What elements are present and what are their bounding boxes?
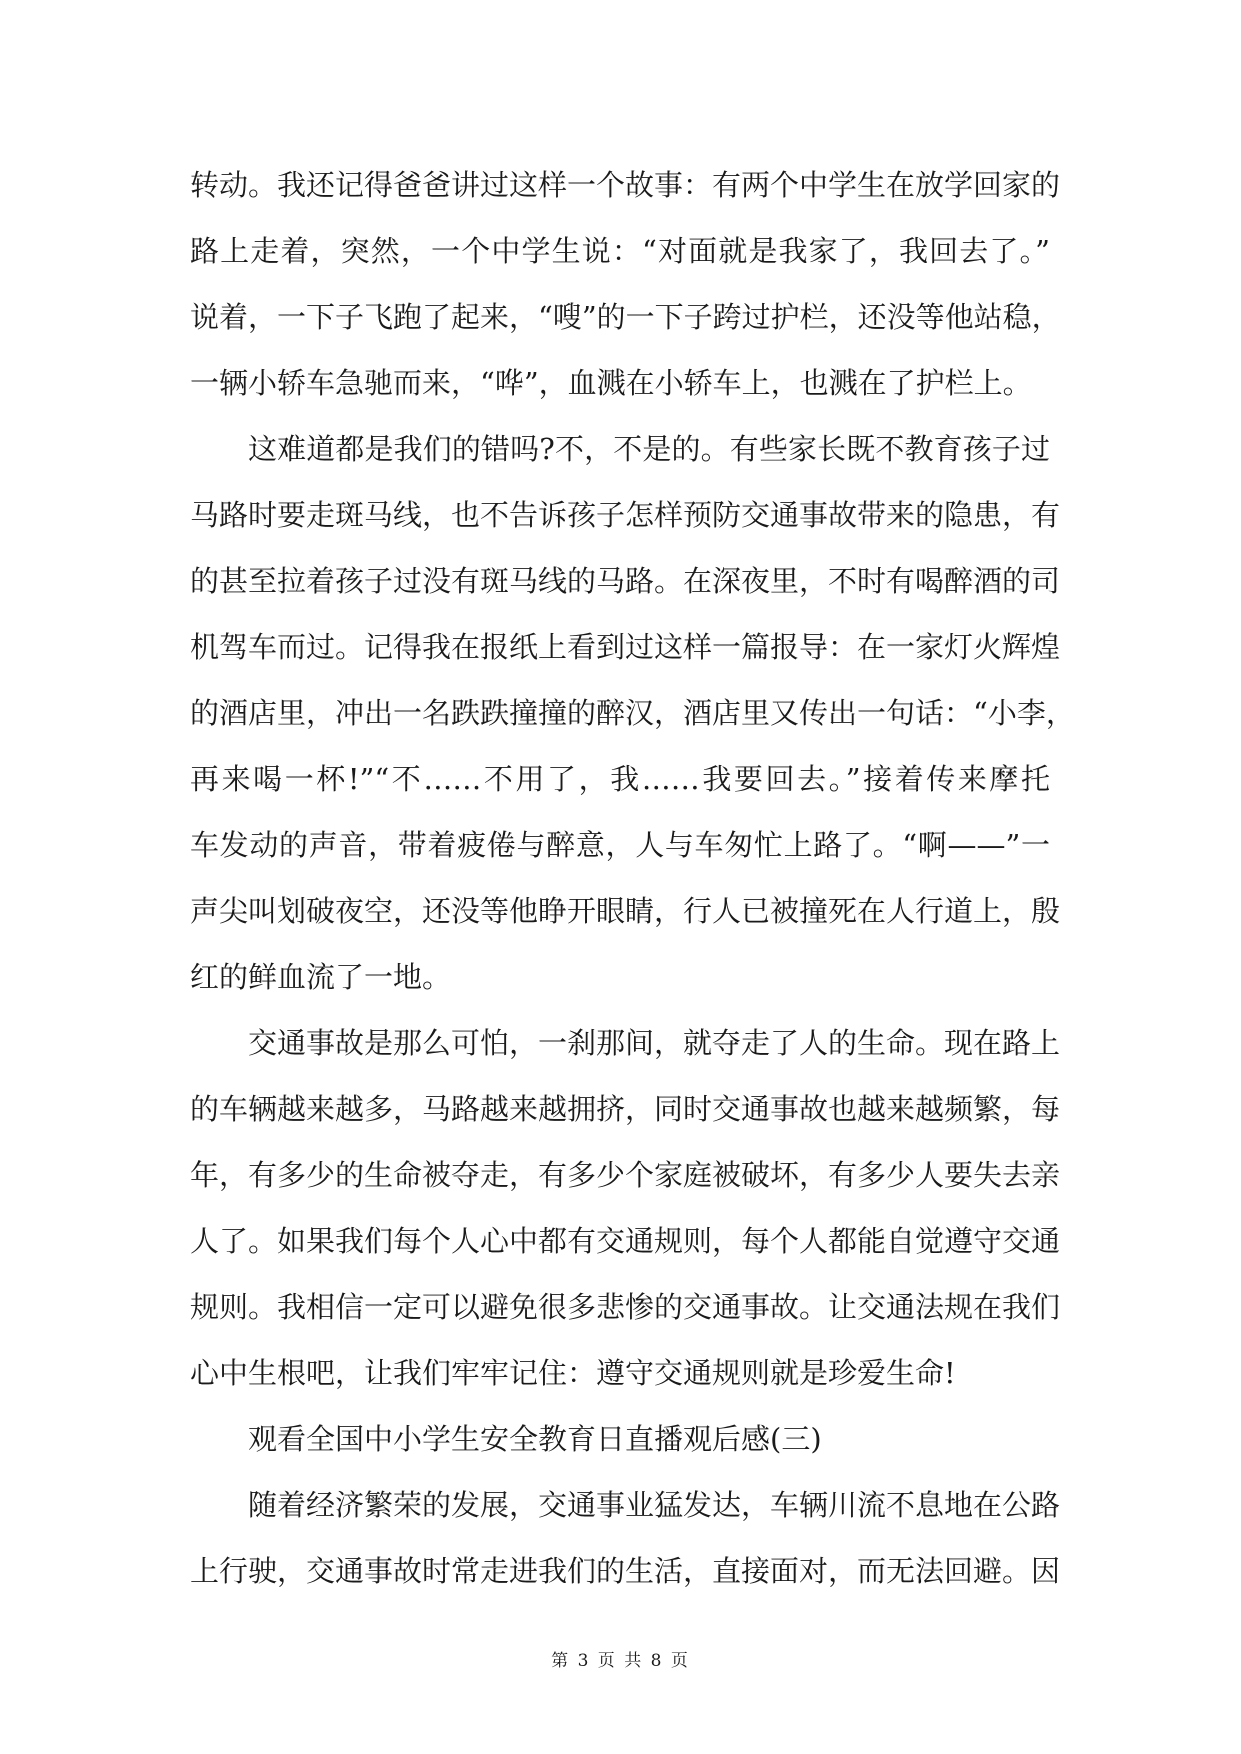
text-line: 再来喝一杯!”“不……不用了，我……我要回去。”接着传来摩托 [190,762,1050,796]
text-line: 转动。我还记得爸爸讲过这样一个故事：有两个中学生在放学回家的 [190,168,1061,202]
text-line: 的甚至拉着孩子过没有斑马线的马路。在深夜里，不时有喝醉酒的司 [190,564,1061,598]
page-body [190,152,1075,1604]
text-line: 说着，一下子飞跑了起来，“嗖”的一下子跨过护栏，还没等他站稳， [190,300,1061,334]
text-line: 红的鲜血流了一地。 [190,960,452,994]
text-line: 年，有多少的生命被夺走，有多少个家庭被破坏，有多少人要失去亲 [190,1158,1061,1192]
text-line: 交通事故是那么可怕，一刹那间，就夺走了人的生命。现在路上 [248,1026,1061,1060]
text-line: 马路时要走斑马线，也不告诉孩子怎样预防交通事故带来的隐患，有 [190,498,1061,532]
text-line: 路上走着，突然，一个中学生说：“对面就是我家了，我回去了。” [190,234,1050,268]
text-line: 的酒店里，冲出一名跌跌撞撞的醉汉，酒店里又传出一句话：“小李， [190,696,1075,730]
text-line: 车发动的声音，带着疲倦与醉意，人与车匆忙上路了。“啊——”一 [190,828,1050,862]
text-line: 规则。我相信一定可以避免很多悲惨的交通事故。让交通法规在我们 [190,1290,1061,1324]
text-line: 这难道都是我们的错吗?不，不是的。有些家长既不教育孩子过 [248,432,1050,466]
text-line: 人了。如果我们每个人心中都有交通规则，每个人都能自觉遵守交通 [190,1224,1061,1258]
text-line: 的车辆越来越多，马路越来越拥挤，同时交通事故也越来越频繁，每 [190,1092,1061,1126]
text-line: 心中生根吧，让我们牢牢记住：遵守交通规则就是珍爱生命! [190,1356,956,1390]
text-line: 机驾车而过。记得我在报纸上看到过这样一篇报导：在一家灯火辉煌 [190,630,1061,664]
text-line: 随着经济繁荣的发展，交通事业猛发达，车辆川流不息地在公路 [248,1488,1061,1522]
text-line: 上行驶，交通事故时常走进我们的生活，直接面对，而无法回避。因 [190,1554,1061,1588]
text-line: 一辆小轿车急驰而来，“哗”，血溅在小轿车上，也溅在了护栏上。 [190,366,1032,400]
section-heading: 观看全国中小学生安全教育日直播观后感(三) [248,1422,822,1456]
text-line: 声尖叫划破夜空，还没等他睁开眼睛，行人已被撞死在人行道上，殷 [190,894,1061,928]
page-number-footer: 第 3 页 共 8 页 [551,1651,690,1671]
